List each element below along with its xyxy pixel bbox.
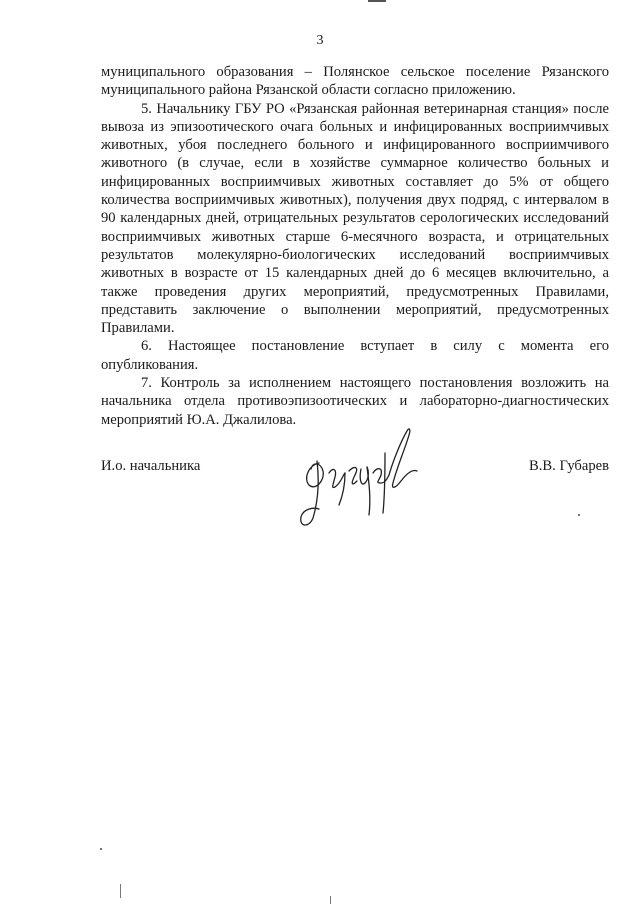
page-number: 3 [316,33,324,48]
paragraph-item-6: 6. Настоящее постановление вступает в силу с момента его опубликования. [101,338,609,373]
signature-block [101,458,609,548]
paragraph-item-5: 5. Начальнику ГБУ РО «Рязанская районная ветеринарная станция» после вывоза из эпизоотического очага больных и инфицированных восприимчивых животных, убоя последнего больного и инфицированного восприимчивого животного (в случае, если в хозяйстве суммарное количество больных и инфицированных восприимчивых животных составляет до 5% от общего количества восприимчивых животных), получения двух подряд, с интервалом в 90 календарных дней, отрицательных результатов серологических исследований восприимчивых животных старше 6-месячного возраста, и отрицательных результатов молекулярно-биологических исследований восприимчивых животных в возрасте от 15 календарных дней до 6 месяцев включительно, а также проведения других мероприятий, предусмотренных Правилами, представить заключение о выполнении мероприятий, предусмотренных Правилами. [101,100,609,337]
scan-speck [100,848,102,850]
scan-mark [368,0,386,2]
handwritten-signature [289,423,419,538]
signer-title: И.о. начальника [101,458,201,474]
scan-speck [330,896,331,904]
document-body [101,63,609,429]
scan-speck [578,514,580,516]
paragraph-continuation: муниципального образования – Полянское сельское поселение Рязанского муниципального района Рязанской области согласно приложению. [101,64,609,99]
signer-name: В.В. Губарев [529,458,609,474]
paragraph-item-7: 7. Контроль за исполнением настоящего постановления возложить на начальника отдела противоэпизоотических и лабораторно-диагностических мероприятий Ю.А. Джалилова. [101,375,609,428]
scan-speck [120,884,121,898]
